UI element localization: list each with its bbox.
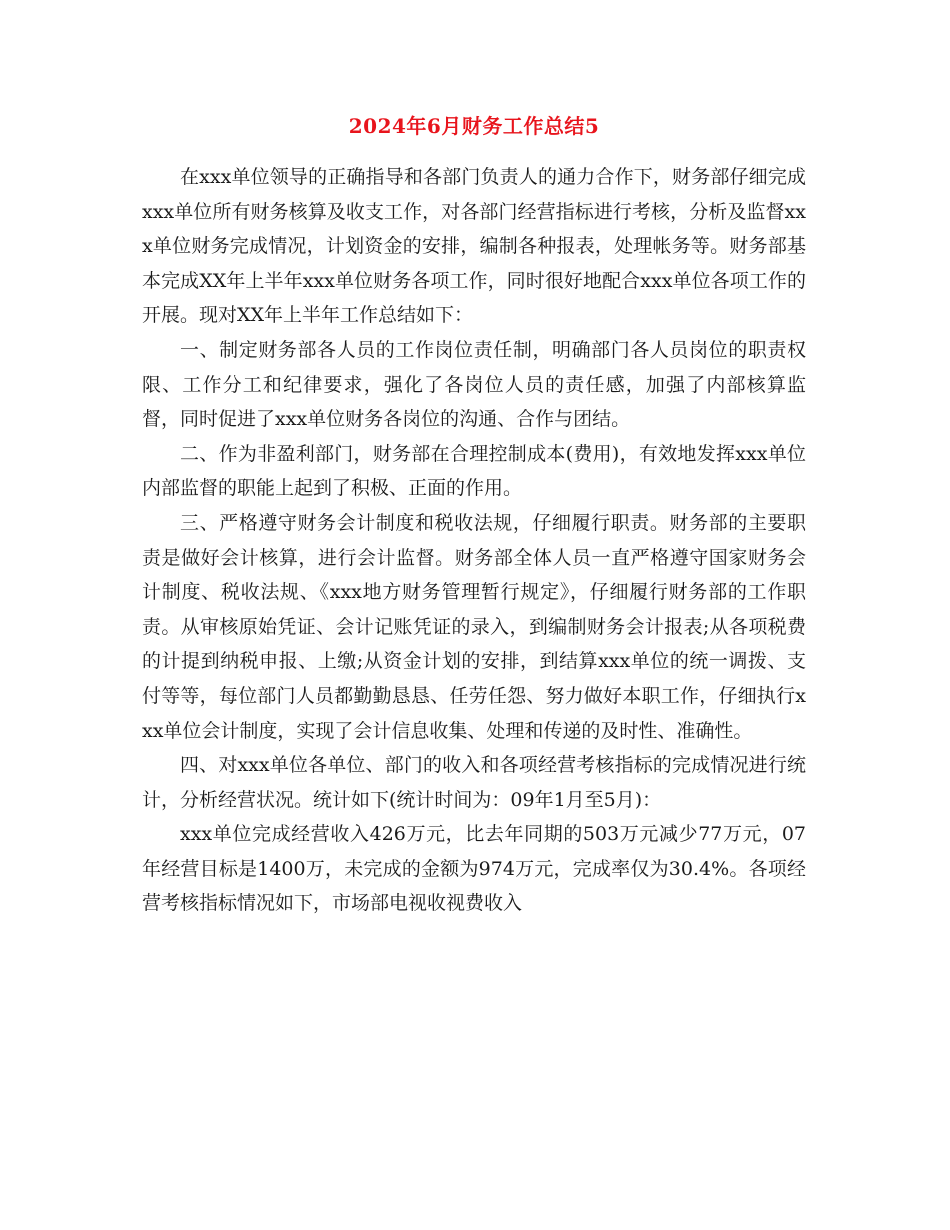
paragraph-section-4: 四、对xxx单位各单位、部门的收入和各项经营考核指标的完成情况进行统计，分析经营状况。统计如下(统计时间为：09年1月至5月)： [142,754,806,811]
document-page [142,108,806,921]
document-title: 2024年6月财务工作总结5 [348,114,600,138]
paragraph-intro: 在xxx单位领导的正确指导和各部门负责人的通力合作下，财务部仔细完成xxx单位所有财务核算及收支工作，对各部门经营指标进行考核，分析及监督xxx单位财务完成情况，计划资金的安排，编制各种报表，处理帐务等。财务部基本完成XX年上半年xxx单位财务各项工作，同时很好地配合xxx单位各项工作的开展。现对XX年上半年工作总结如下： [142,166,806,327]
paragraph-section-3: 三、严格遵守财务会计制度和税收法规，仔细履行职责。财务部的主要职责是做好会计核算，进行会计监督。财务部全体人员一直严格遵守国家财务会计制度、税收法规、《xxx地方财务管理暂行规定》，仔细履行财务部的工作职责。从审核原始凭证、会计记账凭证的录入，到编制财务会计报表;从各项税费的计提到纳税申报、上缴;从资金计划的安排，到结算xxx单位的统一调拨、支付等等，每位部门人员都勤勤恳恳、任劳任怨、努力做好本职工作，仔细执行xxx单位会计制度，实现了会计信息收集、处理和传递的及时性、准确性。 [142,511,806,742]
paragraph-section-1: 一、制定财务部各人员的工作岗位责任制，明确部门各人员岗位的职责权限、工作分工和纪律要求，强化了各岗位人员的责任感，加强了内部核算监督，同时促进了xxx单位财务各岗位的沟通、合作与团结。 [142,338,806,431]
paragraph-revenue-stats: xxx单位完成经营收入426万元，比去年同期的503万元减少77万元，07年经营目标是1400万，未完成的金额为974万元，完成率仅为30.4%。各项经营考核指标情况如下，市场部电视收视费收入 [142,823,806,915]
paragraph-section-2: 二、作为非盈利部门，财务部在合理控制成本(费用)，有效地发挥xxx单位内部监督的职能上起到了积极、正面的作用。 [142,442,806,500]
